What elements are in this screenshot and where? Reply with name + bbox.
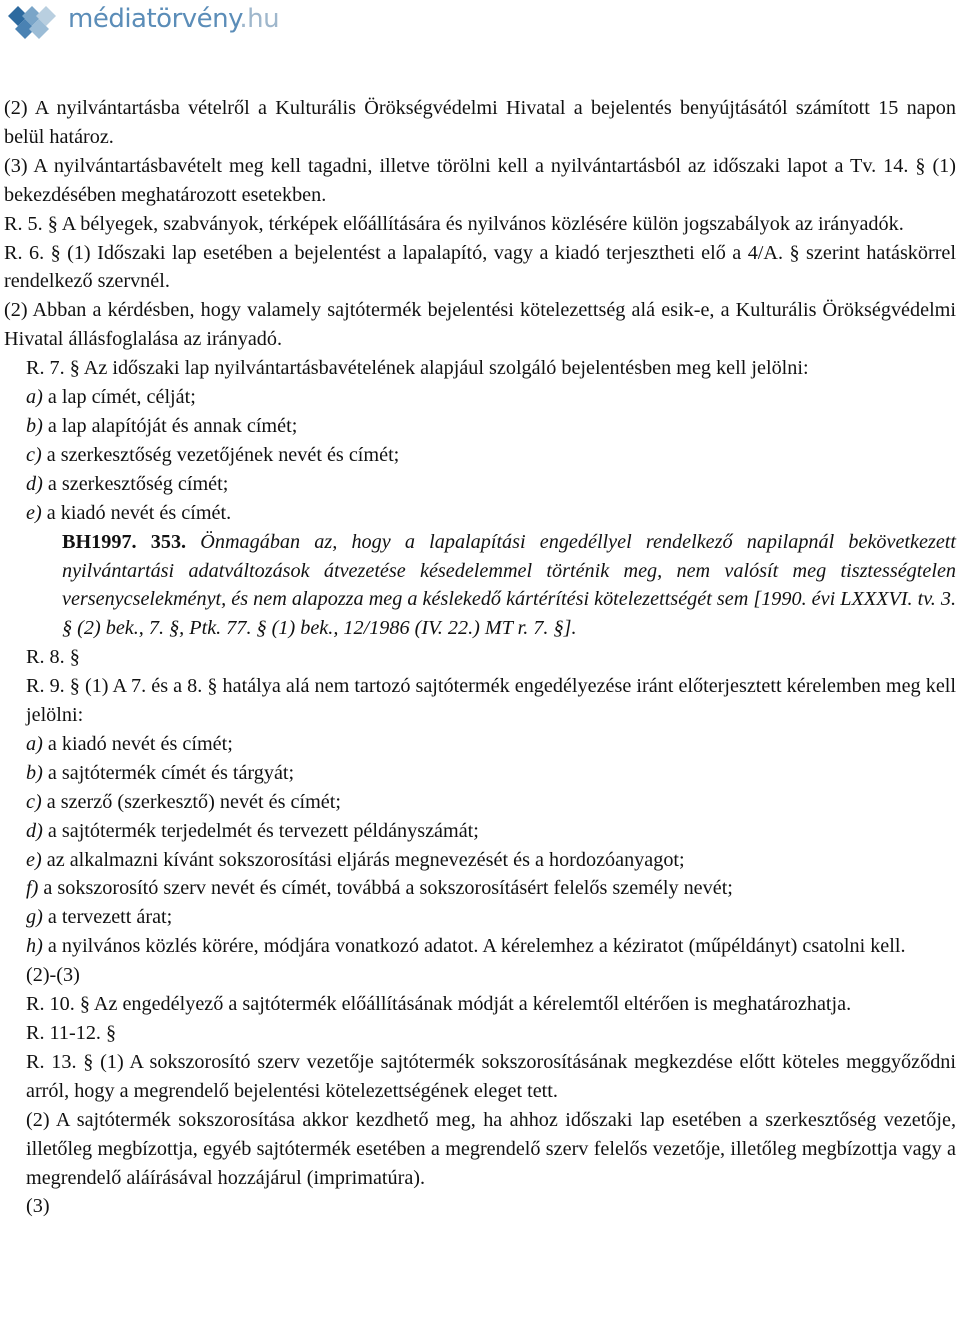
paragraph-text: R. 6. § (1) Időszaki lap esetében a bejelentést a lapalapító, vagy a kiadó terjesztheti elő a 4/A. § szerint hatáskörrel rendelkező szervnél. xyxy=(4,241,956,293)
list-marker: e) xyxy=(26,501,42,524)
paragraph xyxy=(4,730,956,759)
paragraph xyxy=(4,528,956,644)
paragraph xyxy=(4,412,956,441)
paragraph xyxy=(4,788,956,817)
paragraph xyxy=(4,903,956,932)
paragraph-text: a nyilvános közlés körére, módjára vonatkozó adatot. A kérelemhez a kéziratot (műpéldányt) csatolni kell. xyxy=(42,935,906,958)
list-marker: c) xyxy=(26,790,42,813)
paragraph xyxy=(4,846,956,875)
site-logo[interactable] xyxy=(68,4,279,34)
paragraph xyxy=(4,1048,956,1106)
paragraph xyxy=(4,239,956,297)
paragraph-text: (3) A nyilvántartásbavételt meg kell tagadni, illetve törölni kell a nyilvántartásból az időszaki lapot a Tv. 14. § (1) bekezdésében meghatározott esetekben. xyxy=(4,154,956,206)
logo-tld-text: .hu xyxy=(239,4,280,34)
paragraph xyxy=(4,874,956,903)
paragraph xyxy=(4,932,956,961)
paragraph xyxy=(4,152,956,210)
list-marker: f) xyxy=(26,877,39,900)
paragraph-text: (2) A nyilvántartásba vételről a Kulturális Örökségvédelmi Hivatal a bejelentés benyújtásától számított 15 napon belül határoz. xyxy=(4,97,956,148)
paragraph xyxy=(4,990,956,1019)
site-header xyxy=(0,0,960,44)
list-marker: g) xyxy=(26,906,43,929)
list-marker: c) xyxy=(26,443,42,466)
list-marker: d) xyxy=(26,472,43,495)
paragraph xyxy=(4,961,956,990)
paragraph-text: R. 13. § (1) A sokszorosító szerv vezetője sajtótermék sokszorosításának megkezdése előtt köteles meggyőződni arról, hogy a megrendelő bejelentési kötelezettségének eleget tett. xyxy=(26,1050,956,1102)
list-marker: d) xyxy=(26,819,43,842)
paragraph xyxy=(4,499,956,528)
paragraph xyxy=(4,296,956,354)
paragraph-text: a sajtótermék terjedelmét és tervezett példányszámát; xyxy=(42,819,479,842)
paragraph-text: a sokszorosító szerv nevét és címét, továbbá a sokszorosításért felelős személy nevét; xyxy=(38,877,733,900)
paragraph xyxy=(4,470,956,499)
paragraph xyxy=(4,383,956,412)
logo-main-text: médiatörvény xyxy=(68,4,240,34)
paragraph-text: R. 8. § xyxy=(26,646,80,669)
logo-diamonds-icon xyxy=(4,2,64,42)
paragraph xyxy=(4,354,956,383)
paragraph-text: (3) xyxy=(26,1195,50,1218)
list-marker: b) xyxy=(26,414,43,437)
paragraph xyxy=(4,441,956,470)
paragraph-text: (2) Abban a kérdésben, hogy valamely sajtótermék bejelentési kötelezettség alá esik-e, a Kulturális Örökségvédelmi Hivatal állásfoglalása az irányadó. xyxy=(4,299,956,351)
paragraph xyxy=(4,672,956,730)
paragraph-text: a szerkesztőség vezetőjének nevét és címét; xyxy=(41,443,400,466)
paragraph-text: Önmagában az, hogy a lapalapítási engedéllyel rendelkező napilapnál bekövetkezett nyilvántartási adatváltozások átvezetése késedelemmel történik meg, nem valósít meg tisztességtelen versenycselekményt, és nem alapozza meg a késlekedő kártérítési kötelezettségét sem [1990. évi LXXXVI. tv. 3. § (2) bek., 7. §, Ptk. 77. § (1) bek., 12/1986 (IV. 22.) MT r. 7. §]. xyxy=(62,530,956,640)
paragraph-text: a lap alapítóját és annak címét; xyxy=(42,414,298,437)
paragraph-text: (2)-(3) xyxy=(26,964,80,987)
paragraph-text: (2) A sajtótermék sokszorosítása akkor kezdhető meg, ha ahhoz időszaki lap esetében a szerkesztőség vezetője, illetőleg megbízottja, egyéb sajtótermék esetében a megrendelő szerv felelős vezetője, illetőleg megbízottja vagy a megrendelő aláírásával hozzájárul (imprimatúra). xyxy=(26,1108,956,1189)
paragraph-text: a kiadó nevét és címét. xyxy=(41,501,232,524)
paragraph-text: a szerkesztőség címét; xyxy=(42,472,229,495)
paragraph xyxy=(4,1192,956,1221)
paragraph-text: a sajtótermék címét és tárgyát; xyxy=(42,761,295,784)
paragraph xyxy=(4,759,956,788)
list-marker: e) xyxy=(26,848,42,871)
list-marker: a) xyxy=(26,732,43,755)
list-marker: a) xyxy=(26,386,43,409)
paragraph xyxy=(4,643,956,672)
paragraph xyxy=(4,210,956,239)
list-marker: h) xyxy=(26,935,43,958)
paragraph-text: R. 10. § Az engedélyező a sajtótermék előállításának módját a kérelemtől eltérően is meghatározhatja. xyxy=(26,993,852,1016)
paragraph-text: a kiadó nevét és címét; xyxy=(42,732,233,755)
paragraph-text: R. 7. § Az időszaki lap nyilvántartásbavételének alapjául szolgáló bejelentésben meg kell jelölni: xyxy=(26,357,809,380)
paragraph xyxy=(4,94,956,152)
paragraph-text: R. 9. § (1) A 7. és a 8. § hatálya alá nem tartozó sajtótermék engedélyezése iránt előterjesztett kérelemben meg kell jelölni: xyxy=(26,675,956,727)
case-reference: BH1997. 353. xyxy=(62,530,187,553)
list-marker: b) xyxy=(26,761,43,784)
paragraph-text: R. 5. § A bélyegek, szabványok, térképek előállítására és nyilvános közlésére külön jogszabályok az irányadók. xyxy=(4,212,904,235)
paragraph-text: R. 11-12. § xyxy=(26,1022,117,1044)
paragraph xyxy=(4,817,956,846)
document-body xyxy=(4,94,956,1221)
paragraph xyxy=(4,1106,956,1193)
paragraph-text: a szerző (szerkesztő) nevét és címét; xyxy=(41,790,341,813)
paragraph-text: a tervezett árat; xyxy=(42,906,173,929)
paragraph xyxy=(4,1019,956,1048)
paragraph-text: az alkalmazni kívánt sokszorosítási eljárás megnevezését és a hordozóanyagot; xyxy=(41,848,685,871)
paragraph-text: a lap címét, célját; xyxy=(42,386,196,409)
